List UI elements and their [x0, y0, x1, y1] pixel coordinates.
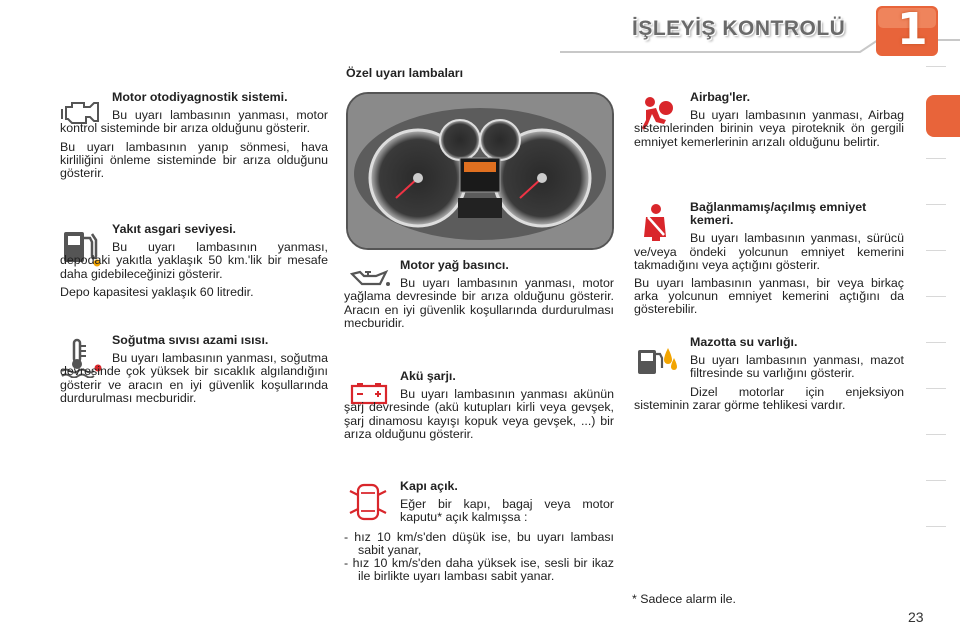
- instrument-cluster-image: [346, 92, 614, 250]
- door-open-list-item: - hız 10 km/s'den daha yüksek ise, sesli bir ikaz ile birlikte uyarı lambası sabit yanar.: [344, 556, 615, 584]
- chapter-number: 1: [897, 4, 928, 55]
- water-in-diesel-title: Mazotta su varlığı.: [690, 335, 798, 349]
- water-in-diesel-text-1: Bu uyarı lambasının yanması, mazot filtresinde su varlığını gösterir.: [690, 353, 904, 381]
- chapter-tab-active[interactable]: [926, 95, 960, 137]
- engine-check-text-1: Bu uyarı lambasının yanması, motor kontrol sisteminde bir arıza olduğunu gösterir.: [60, 108, 328, 136]
- fuel-level-text-2: Depo kapasitesi yaklaşık 60 litredir.: [60, 284, 254, 299]
- battery-charge-text: Bu uyarı lambasının yanması akünün şarj devresinde (akü kutupları kirli veya gevşek, şarj dinamosu kayışı kopuk veya gevşek, ...) bir arıza olduğunu gösterir.: [344, 387, 614, 441]
- section-label: Özel uyarı lambaları: [346, 66, 464, 80]
- seatbelt-title: Bağlanmamış/açılmış emniyet kemeri.: [690, 200, 867, 228]
- fuel-level-text-1: Bu uyarı lambasının yanması, depodaki yakıtla yaklaşık 50 km.'lik bir mesafe daha gidebileceğinizi gösterir.: [60, 240, 328, 281]
- engine-check-block: [60, 91, 328, 180]
- seatbelt-block: [634, 201, 904, 317]
- battery-charge-title: Akü şarjı.: [400, 369, 456, 383]
- engine-check-text-2: Bu uyarı lambasının yanıp sönmesi, hava kirliliğini önleme sisteminde bir arıza olduğunu gösterir.: [60, 139, 328, 181]
- oil-pressure-text: Bu uyarı lambasının yanması, motor yağlama devresinde bir arıza olduğunu gösterir. Aracın en iyi güvenlik koşullarında durdurulması mecburidir.: [344, 276, 614, 330]
- door-open-title: Kapı açık.: [400, 479, 458, 493]
- door-open-block: [344, 480, 614, 583]
- seatbelt-text-2: Bu uyarı lambasının yanması, bir veya birkaç arka yolcunun emniyet kemerini açtığını da gösterebilir.: [634, 276, 904, 317]
- fuel-level-title: Yakıt asgari seviyesi.: [112, 222, 236, 236]
- airbag-block: [634, 91, 904, 149]
- page-number: 23: [908, 609, 924, 625]
- coolant-title: Soğutma sıvısı azami ısısı.: [112, 333, 269, 347]
- water-in-diesel-text-2: Dizel motorlar için enjeksiyon sisteminin zarar görme tehlikesi vardır.: [634, 384, 904, 412]
- fuel-level-block: [60, 223, 328, 299]
- seatbelt-text-1: Bu uyarı lambasının yanması, sürücü ve/veya öndeki yolcunun emniyet kemerini takmadığını veya açtığını gösterir.: [634, 231, 904, 272]
- oil-pressure-title: Motor yağ basıncı.: [400, 258, 509, 272]
- battery-charge-block: [344, 370, 614, 441]
- airbag-text: Bu uyarı lambasının yanması, Airbag sistemlerinden birinin veya piroteknik ön gergili emniyet kemerlerinin arızalı olduğunu belirtir.: [634, 108, 904, 149]
- chapter-tabs: [926, 66, 960, 576]
- door-open-text: Eğer bir kapı, bagaj veya motor kaputu* açık kalmışsa :: [400, 497, 614, 525]
- water-in-diesel-block: [634, 336, 904, 412]
- engine-check-title: Motor otodiyagnostik sistemi.: [112, 90, 288, 104]
- chapter-title: İŞLEYİŞ KONTROLÜ: [632, 17, 846, 40]
- coolant-block: [60, 334, 328, 405]
- oil-pressure-block: [344, 259, 614, 330]
- door-open-list-item: - hız 10 km/s'den düşük ise, bu uyarı lambası sabit yanar,: [344, 529, 614, 557]
- footnote: * Sadece alarm ile.: [632, 592, 736, 606]
- coolant-text-1: Bu uyarı lambasının yanması, soğutma devresinde çok yüksek bir sıcaklık algılandığını gösterir ve aracın en iyi güvenlik koşullarında durdurulması mecburidir.: [60, 351, 328, 405]
- airbag-title: Airbag'ler.: [690, 90, 751, 104]
